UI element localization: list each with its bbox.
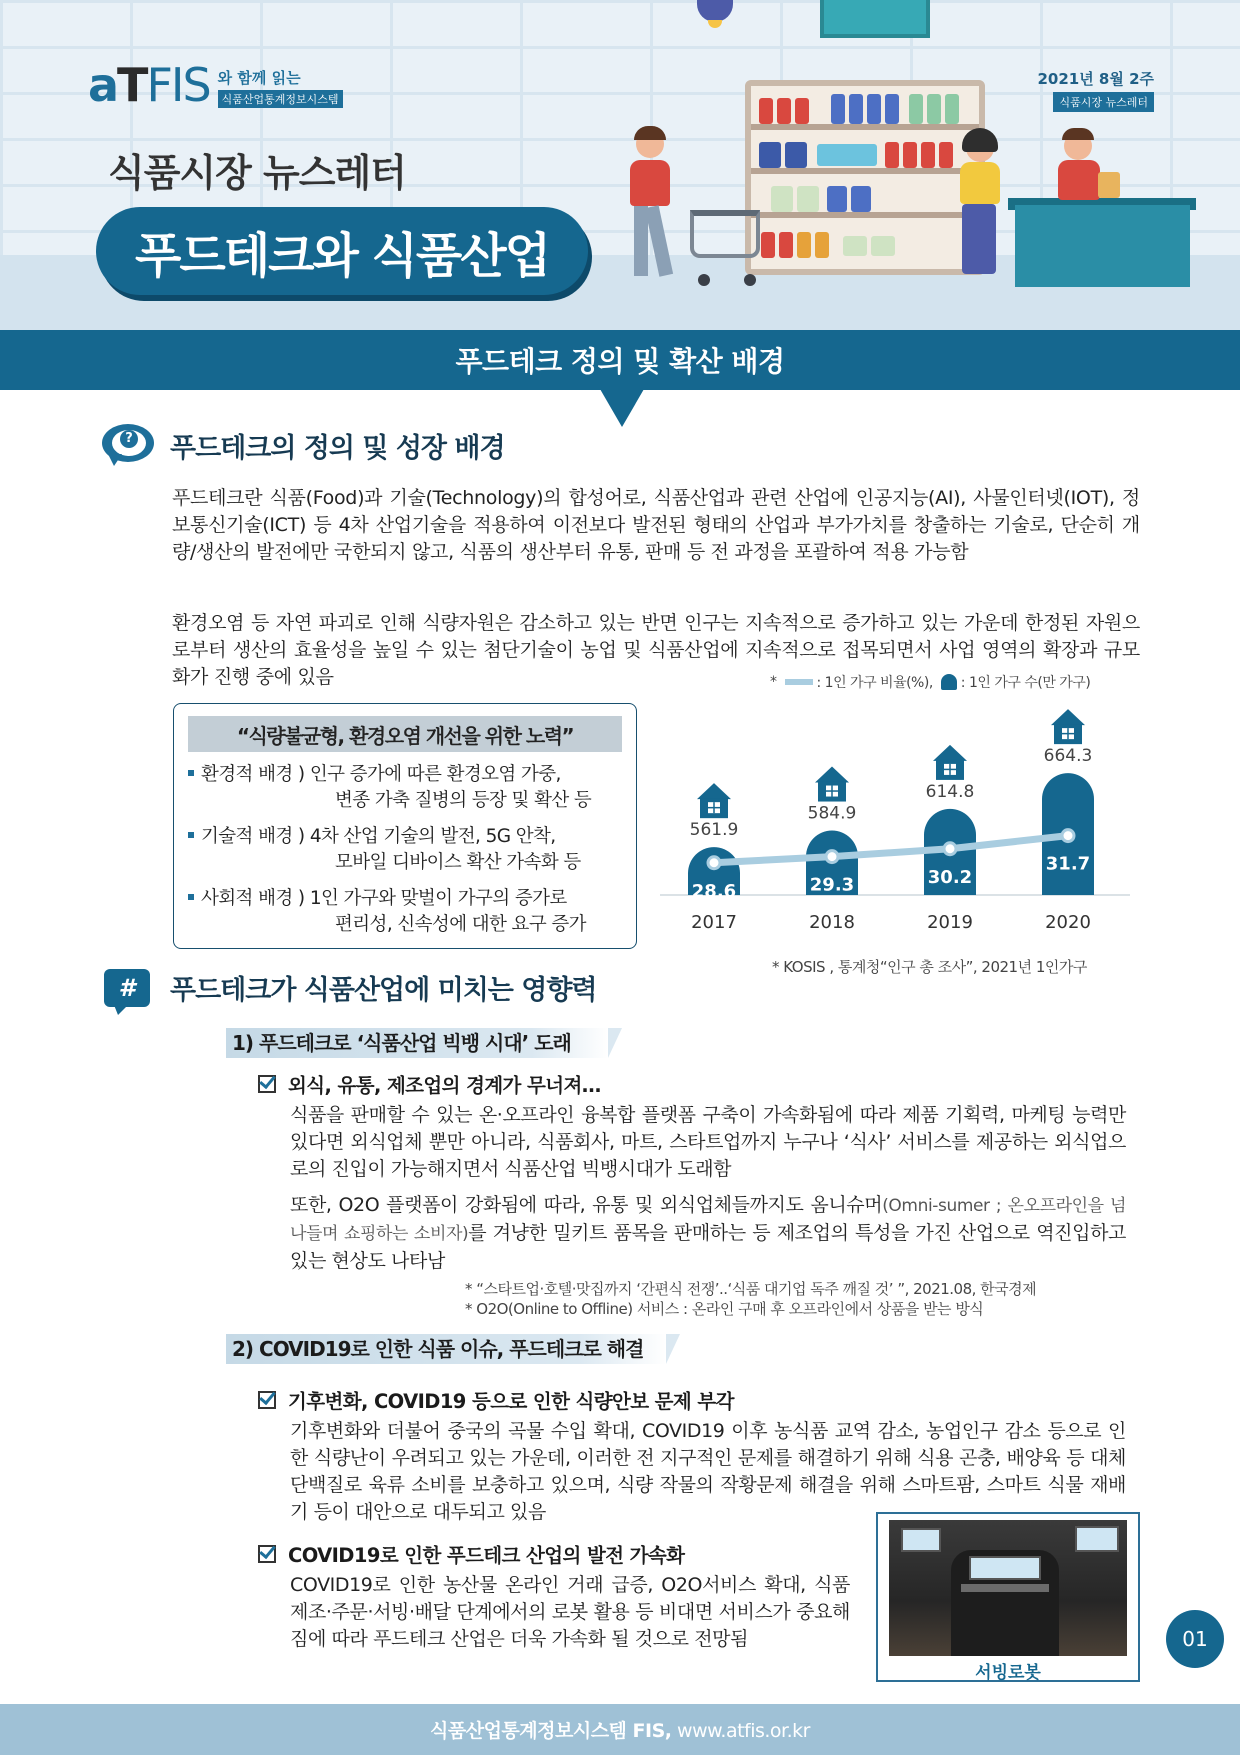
bullet-icon [188, 894, 194, 900]
product-icon [785, 142, 807, 168]
year-tick-label: 2017 [691, 912, 737, 933]
household-value-label: 561.9 [689, 820, 739, 841]
lamp-light-icon [708, 20, 722, 28]
legend-prefix: * [770, 674, 777, 690]
product-icon [939, 142, 953, 168]
header-banner [0, 0, 1240, 330]
omni-text-b: 를 겨냥한 밀키트 품목을 판매하는 등 제조업의 특성을 가진 산업으로 역진입하고 있는 현상도 나타남 [290, 1222, 1126, 1272]
cashier-body-icon [1058, 160, 1100, 200]
effort-item-label: 환경적 배경 ) [201, 764, 305, 785]
effort-item-line1: 인구 증가에 따른 환경오염 가중, [309, 764, 561, 785]
product-icon [831, 94, 845, 124]
serving-robot-photo-frame [876, 1512, 1140, 1682]
cart-wheel-icon [698, 274, 710, 286]
omni-paragraph [290, 1192, 1126, 1275]
photo-caption: 서빙로봇 [975, 1663, 1041, 1683]
house-roof-icon [697, 783, 731, 799]
year-tick-label: 2019 [927, 912, 973, 933]
boundary-paragraph: 식품을 판매할 수 있는 온·오프라인 융복합 플랫폼 구축이 가속화됨에 따라 제품 기획력, 마케팅 능력만 있다면 외식업체 뿐만 아니라, 식품회사, 마트, 스타트업까지 누구나 ‘식사’ 서비스를 제공하는 외식업으로의 진입이 가능해지면서 식품산업 빅뱅시대가 도래함 [290, 1104, 1126, 1180]
house-roof-icon [1051, 709, 1085, 725]
robot-screen-icon [1075, 1526, 1119, 1552]
issue-tag: 식품시장 뉴스레터 [1053, 92, 1154, 112]
household-value-label: 664.3 [1043, 746, 1093, 767]
hash-symbol: # [118, 973, 136, 1002]
product-icon [759, 142, 781, 168]
shopper-body-icon [630, 160, 670, 206]
bullet-icon [188, 832, 194, 838]
ratio-value-label: 29.3 [809, 874, 855, 896]
background-paragraph: 환경오염 등 자연 파괴로 인해 식량자원은 감소하고 있는 반면 인구는 지속적으로 증가하고 있는 가운데 한정된 자원으로부터 생산의 효율성을 높일 수 있는 첨단기술이 농업 및 식품산업에 지속적으로 접목되면서 사업 영역의 확장과 규모화가 진행 중에 있음 [172, 612, 1140, 688]
robot-tray-icon [961, 1584, 1049, 1592]
logo-fis: FIS [146, 58, 210, 112]
customer-hair-icon [962, 128, 998, 152]
robot-screen-icon [901, 1528, 941, 1552]
hash-icon [104, 969, 150, 1007]
effort-item-line2: 편리성, 신속성에 대한 요구 증가 [335, 914, 586, 935]
hanging-sign-icon [820, 0, 930, 38]
product-icon [815, 232, 829, 258]
checkbox-icon [258, 1391, 276, 1409]
shopping-cart-icon [690, 210, 760, 258]
product-icon [927, 94, 941, 124]
footer-url[interactable]: www.atfis.or.kr [671, 1720, 810, 1742]
effort-item [188, 886, 628, 938]
ratio-value-label: 31.7 [1045, 853, 1091, 875]
shelf-board [751, 168, 979, 174]
effort-box [173, 703, 637, 949]
product-icon [909, 94, 923, 124]
ratio-point [1062, 830, 1074, 842]
product-icon [851, 186, 871, 212]
cashier-hair-icon [1062, 128, 1094, 140]
product-icon [903, 142, 917, 168]
section1-heading [102, 424, 505, 466]
ratio-value-label: 30.2 [927, 866, 973, 888]
page-number: 01 [1166, 1610, 1224, 1668]
cart-wheel-icon [744, 274, 756, 286]
product-icon [759, 98, 773, 124]
effort-box-title: “식량불균형, 환경오염 개선을 위한 노력” [188, 716, 622, 752]
effort-item-line2: 모바일 디바이스 확산 가속화 등 [335, 852, 581, 873]
page-title: 푸드테크와 식품산업 [134, 227, 550, 284]
serving-robot-photo [889, 1520, 1127, 1656]
shelf-board [751, 124, 979, 130]
hash-tail [114, 1005, 128, 1015]
effort-item-line1: 1인 가구와 맞벌이 가구의 증가로 [309, 888, 567, 909]
product-icon [761, 232, 775, 258]
customer-skirt-icon [962, 204, 996, 274]
effort-item [188, 824, 628, 876]
product-icon [797, 186, 819, 212]
product-icon [945, 94, 959, 124]
logo-t: T [117, 58, 147, 112]
newsletter-label: 식품시장 뉴스레터 [108, 151, 406, 195]
check-heading-text: COVID19로 인한 푸드테크 산업의 발전 가속화 [288, 1544, 685, 1567]
check-heading [258, 1386, 734, 1414]
omni-text-a: 또한, O2O 플랫폼이 강화됨에 따라, 유통 및 외식업체들까지도 옴니슈머 [290, 1194, 883, 1216]
product-icon [777, 98, 791, 124]
banner-arrow-icon [600, 389, 644, 427]
food-security-paragraph: 기후변화와 더불어 중국의 곡물 수입 확대, COVID19 이후 농식품 교역 감소, 농업인구 감소 등으로 인한 식량난이 우려되고 있는 가운데, 이러한 전 지구적인 문제를 해결하기 위해 식용 곤충, 배양육 등 대체 단백질로 육류 소비를 보충하고 있으며, 식량 작물의 작황문제 해결을 위해 스마트팜, 스마트 식물 재배기 등이 대안으로 대두되고 있음 [290, 1420, 1126, 1523]
checkout-counter-icon [1015, 205, 1190, 287]
logo-wordmark [88, 58, 210, 112]
footnote-2: * O2O(Online to Offline) 서비스 : 온라인 구매 후 오프라인에서 상품을 받는 방식 [465, 1300, 984, 1318]
bullet-icon [188, 770, 194, 776]
ratio-point [708, 857, 720, 869]
paper-bag-icon [1098, 172, 1120, 198]
omni-text-gray: (Omni-sumer ; 온오프라인을 넘나들며 쇼핑하는 소비자) [290, 1196, 1126, 1244]
issue-date: 2021년 8월 2주 [1037, 70, 1154, 88]
product-icon [795, 98, 809, 124]
product-icon [843, 236, 867, 256]
question-bubble-icon [102, 424, 154, 466]
subsection1-title: 1) 푸드테크로 ‘식품산업 빅뱅 시대’ 도래 [226, 1028, 608, 1058]
household-chart [660, 665, 1140, 945]
chart-source: * KOSIS , 통계청“인구 총 조사”, 2021년 1인가구 [772, 958, 1087, 976]
checkbox-icon [258, 1545, 276, 1563]
logo-with-text: 와 함께 읽는 [217, 69, 301, 87]
legend-households-label: : 1인 가구 수(만 가구) [960, 675, 1091, 691]
subsection2-title: 2) COVID19로 인한 식품 이슈, 푸드테크로 해결 [226, 1334, 666, 1364]
section-banner [0, 330, 1240, 390]
logo-a: a [88, 58, 118, 112]
section1-heading-text: 푸드테크의 정의 및 성장 배경 [170, 432, 505, 464]
effort-item [188, 762, 628, 814]
customer-body-icon [960, 162, 1000, 204]
ratio-point [944, 843, 956, 855]
product-icon [885, 94, 899, 124]
product-icon [827, 186, 847, 212]
check-heading [258, 1070, 601, 1098]
issue-info [1037, 68, 1154, 112]
definition-paragraph: 푸드테크란 식품(Food)과 기술(Technology)의 합성어로, 식품산업과 관련 산업에 인공지능(AI), 사물인터넷(IOT), 정보통신기술(ICT) 등 4차 산업기술을 적용하여 이전보다 발전된 형태의 산업과 부가가치를 창출하는 기술로, 단순히 개량/생산의 발전에만 국한되지 않고, 식품의 생산부터 유통, 판매 등 전 과정을 포괄하여 적용 가능함 [172, 487, 1140, 563]
product-icon [867, 94, 881, 124]
title-pill [96, 207, 588, 295]
house-roof-icon [933, 745, 967, 761]
effort-item-label: 사회적 배경 ) [201, 888, 305, 909]
footnote-1: * “스타트업·호텔·맛집까지 ‘간편식 전쟁’..‘식품 대기업 독주 깨질 것’ ”, 2021.08, 한국경제 [465, 1280, 1037, 1298]
household-value-label: 584.9 [807, 803, 857, 824]
bubble-tail [108, 454, 122, 466]
product-icon [817, 144, 877, 166]
ceiling-lamp-icon [697, 0, 733, 22]
effort-item-line2: 변종 가축 질병의 등장 및 확산 등 [335, 790, 592, 811]
ratio-point [826, 851, 838, 863]
check-heading-text: 외식, 유통, 제조업의 경계가 무너져… [288, 1074, 601, 1097]
year-tick-label: 2020 [1045, 912, 1091, 933]
footer[interactable] [0, 1704, 1240, 1755]
effort-item-line1: 4차 산업 기술의 발전, 5G 안착, [309, 826, 556, 847]
shelf-board [751, 212, 979, 218]
ratio-value-label: 28.6 [691, 880, 737, 902]
footer-org: 식품산업통계정보시스템 FIS, [430, 1720, 672, 1742]
section2-heading [104, 968, 597, 1007]
check-heading-text: 기후변화, COVID19 등으로 인한 식량안보 문제 부각 [288, 1390, 734, 1413]
ratio-line [714, 836, 1068, 863]
product-icon [885, 142, 899, 168]
checkbox-icon [258, 1075, 276, 1093]
product-icon [797, 232, 811, 258]
effort-item-label: 기술적 배경 ) [201, 826, 305, 847]
product-icon [849, 94, 863, 124]
household-value-label: 614.8 [925, 781, 975, 802]
robot-screen-icon [969, 1556, 1041, 1580]
question-mark: ? [120, 430, 138, 448]
house-roof-icon [815, 767, 849, 783]
section2-heading-text: 푸드테크가 식품산업에 미치는 영향력 [170, 975, 597, 1006]
product-icon [779, 232, 793, 258]
product-icon [871, 236, 895, 256]
legend-ratio-label: : 1인 가구 비율(%), [816, 675, 933, 691]
acceleration-paragraph: COVID19로 인한 농산물 온라인 거래 급증, O2O서비스 확대, 식품 제조·주문·서빙·배달 단계에서의 로봇 활용 등 비대면 서비스가 중요해짐에 따라 푸드테크 산업은 더욱 가속화 될 것으로 전망됨 [290, 1574, 850, 1650]
product-icon [771, 186, 793, 212]
logo-subtext [218, 67, 343, 108]
section-banner-title: 푸드테크 정의 및 확산 배경 [455, 345, 785, 378]
atfis-logo[interactable] [88, 58, 343, 112]
footer-text [430, 1716, 810, 1743]
product-icon [921, 142, 935, 168]
logo-system-text: 식품산업통계정보시스템 [218, 90, 343, 108]
shopper-hair-icon [634, 126, 666, 140]
year-tick-label: 2018 [809, 912, 855, 933]
check-heading [258, 1540, 684, 1568]
store-shelf-illustration [745, 80, 985, 275]
